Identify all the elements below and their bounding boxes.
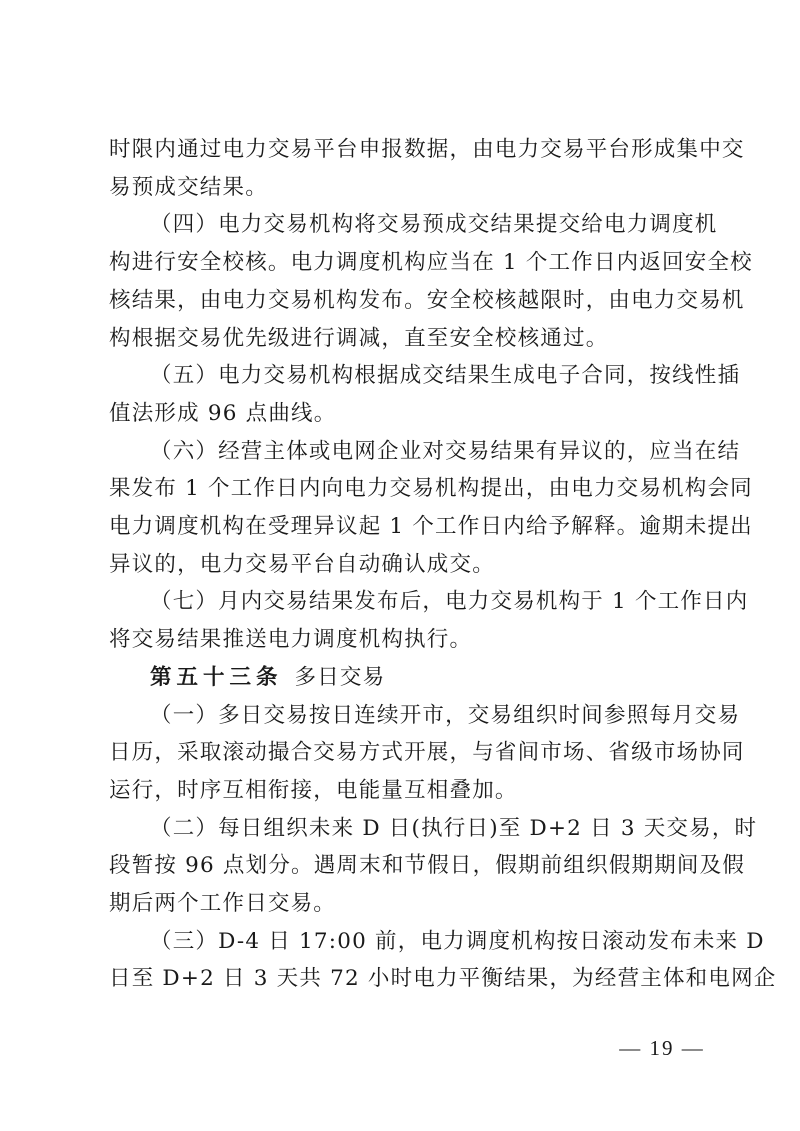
text-line: 时限内通过电力交易平台申报数据，由电力交易平台形成集中交: [109, 137, 745, 162]
text-line: （五）电力交易机构根据成交结果生成电子合同，按线性插: [150, 363, 741, 389]
text-line: （四）电力交易机构将交易预成交结果提交给电力调度机: [150, 212, 718, 238]
text-line: （三）D-4 日 17:00 前，电力调度机构按日滚动发布未来 D: [150, 928, 765, 954]
text-line: 值法形成 96 点曲线。: [109, 400, 337, 426]
text-line: 期后两个工作日交易。: [109, 891, 337, 916]
text-line: 段暂按 96 点划分。遇周末和节假日，假期前组织假期期间及假: [109, 853, 746, 879]
text-line: 易预成交结果。: [109, 174, 268, 200]
text-line: （一）多日交易按日连续开市，交易组织时间参照每月交易: [150, 702, 741, 728]
text-line: （二）每日组织未来 D 日(执行日)至 D+2 日 3 天交易，时: [150, 815, 758, 841]
article-number: 第五十三条: [150, 664, 283, 690]
text-line: 将交易结果推送电力调度机构执行。: [109, 627, 473, 653]
text-line: 构根据交易优先级进行调减，直至安全校核通过。: [109, 325, 609, 351]
text-line: 日历，采取滚动撮合交易方式开展，与省间市场、省级市场协同: [109, 740, 745, 766]
text-line: 运行，时序互相衔接，电能量互相叠加。: [109, 777, 518, 803]
text-line: 异议的，电力交易平台自动确认成交。: [109, 551, 495, 577]
text-line: 日至 D+2 日 3 天共 72 小时电力平衡结果，为经营主体和电网企: [109, 966, 777, 992]
text-line: （六）经营主体或电网企业对交易结果有异议的，应当在结: [150, 438, 741, 464]
text-line: 核结果，由电力交易机构发布。安全校核越限时，由电力交易机: [109, 287, 745, 313]
text-line: 果发布 1 个工作日内向电力交易机构提出，由电力交易机构会同: [109, 476, 753, 502]
article-heading: [150, 659, 709, 697]
text-line: （七）月内交易结果发布后，电力交易机构于 1 个工作日内: [150, 589, 749, 615]
text-line: 构进行安全校核。电力调度机构应当在 1 个工作日内返回安全校: [109, 250, 753, 276]
article-title: 多日交易: [294, 664, 386, 690]
page-number: — 19 —: [619, 1036, 705, 1060]
text-line: 电力调度机构在受理异议起 1 个工作日内给予解释。逾期未提出: [109, 514, 753, 539]
